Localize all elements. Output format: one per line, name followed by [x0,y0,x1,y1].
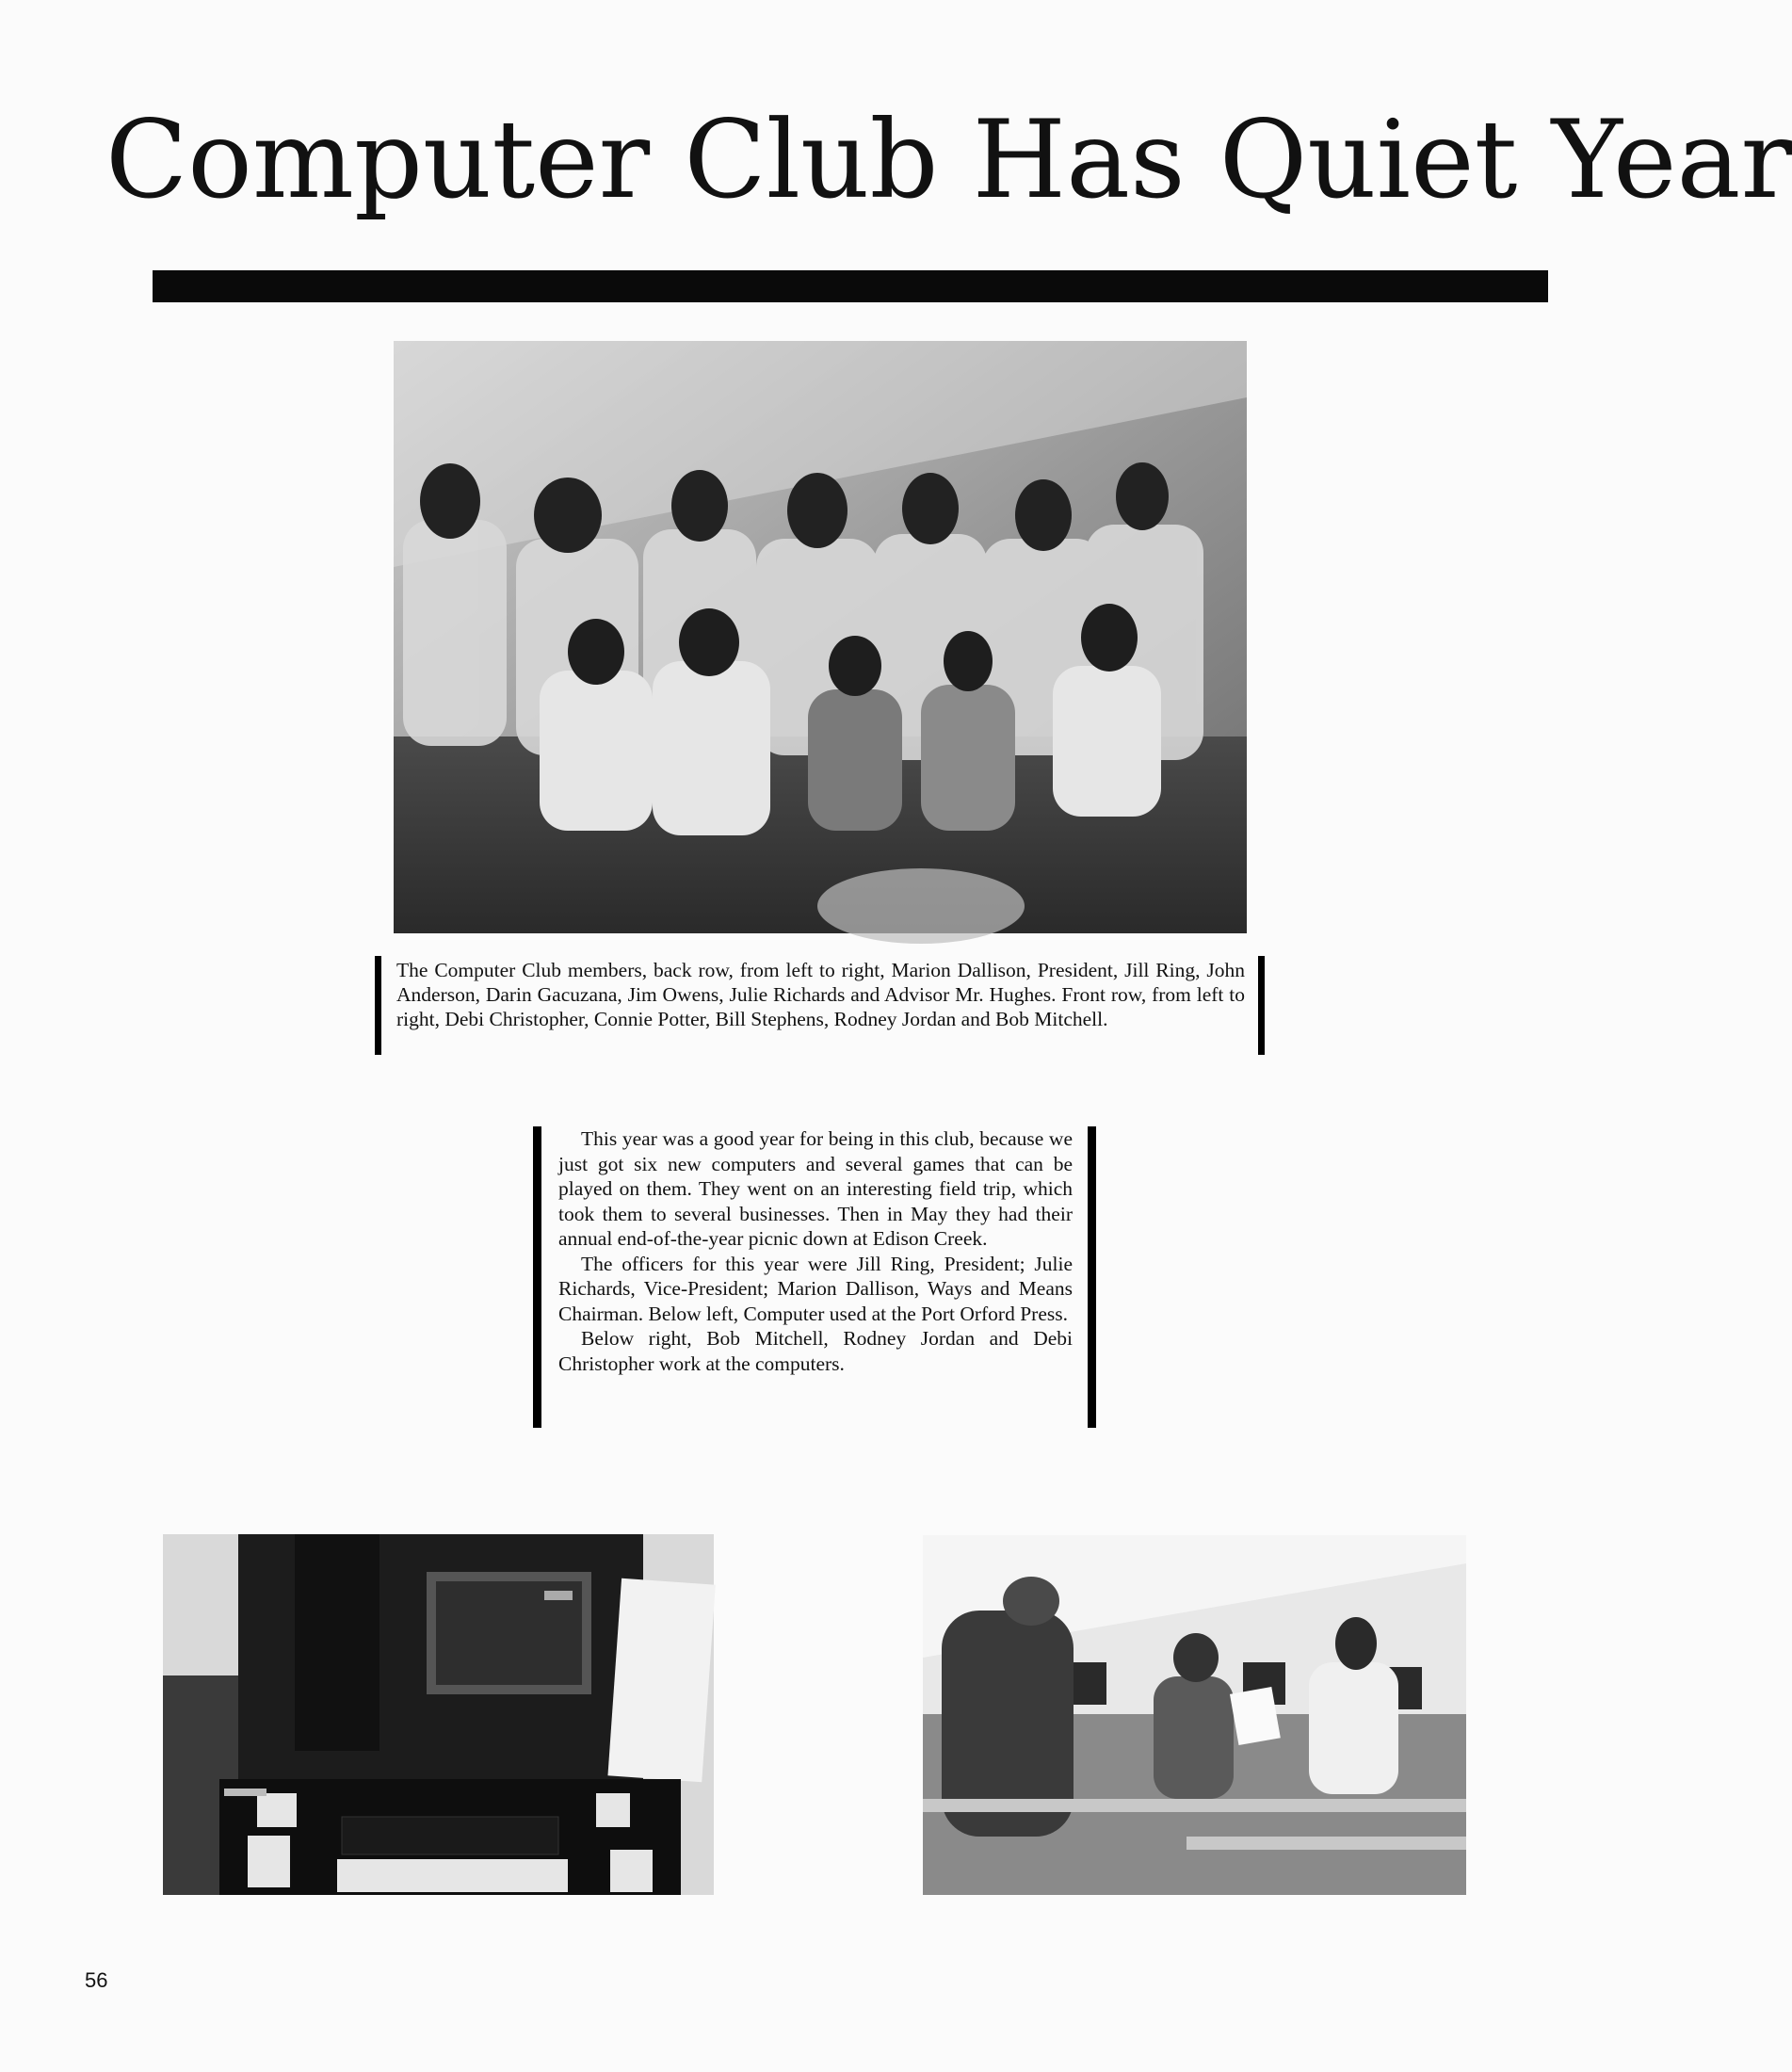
students-photo [923,1535,1466,1895]
title-rule [153,270,1548,302]
computer-photo-image [163,1534,714,1895]
group-photo [394,341,1247,933]
group-photo-caption: The Computer Club members, back row, from left to right, Marion Dallison, President, Jill Ring, John Anderson, Darin Gacuzana, Jim Owens, Julie Richards and Advisor Mr. Hughes. Front row, from left to right, Debi Christopher, Connie Potter, Bill Stephens, Rodney Jordan and Bob Mitchell. [375,956,1265,1055]
page-number: 56 [85,1968,108,1992]
story-text [533,1126,1096,1428]
computer-photo [163,1534,714,1895]
story-paragraph: The officers for this year were Jill Ring, President; Julie Richards, Vice-President; Marion Dallison, Ways and Means Chairman. Below left, Computer used at the Port Orford Press. [558,1252,1073,1325]
story-paragraph: Below right, Bob Mitchell, Rodney Jordan and Debi Christopher work at the computers. [558,1327,1073,1375]
story-paragraph: This year was a good year for being in this club, because we just got six new computers and several games that can be played on them. They went on an interesting field trip, which took them to several businesses. Then in May they had their annual end-of-the-year picnic down at Edison Creek. [558,1127,1073,1250]
group-photo-image [394,341,1247,933]
students-photo-image [923,1535,1466,1895]
page-title: Computer Club Has Quiet Year [105,97,1792,222]
